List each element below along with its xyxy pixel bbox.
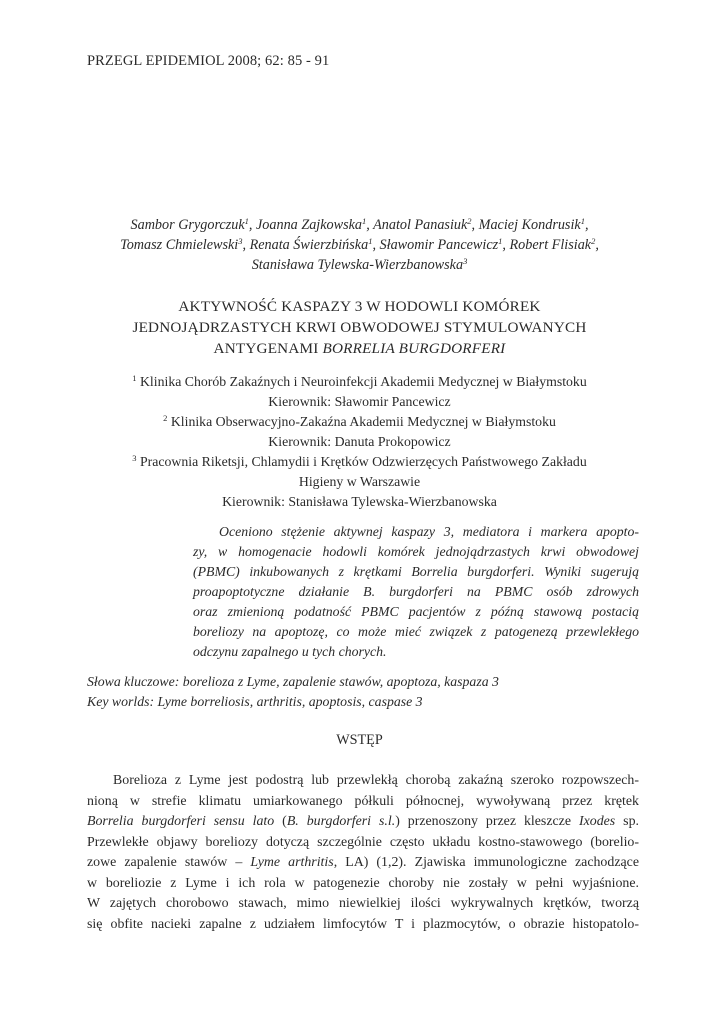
body-line [87,915,639,936]
abstract-line: odczynu zapalnego u tych chorych. [193,644,387,659]
body-text-run: Borelioza z Lyme jest podostrą lub przewlekłą chorobą zakaźną szeroko rozpowszech- [113,773,639,788]
body-line [87,874,639,895]
body-line [87,771,639,792]
affiliation-marker: 2 [591,236,596,246]
body-text-run: ( [274,814,287,829]
keywords [87,672,647,712]
author-text: , Joanna Zajkowska [248,217,363,233]
affiliation-marker: 2 [467,216,472,226]
keywords-polish: Słowa kluczowe: borelioza z Lyme, zapalenie stawów, apoptoza, kaspaza 3 [87,674,499,689]
affiliation-marker: 3 [463,256,468,266]
affiliation-number: 1 [132,373,137,383]
affiliation-text: Pracownia Riketsji, Chlamydii i Krętków Odzwierzęcych Państwowego Zakładu [139,454,587,469]
author-text: , Renata Świerzbińska [242,237,369,253]
author-text: Stanisława Tylewska-Wierzbanowska [251,257,464,273]
italic-term: Ixodes [578,814,616,829]
affiliations [60,372,659,512]
affiliation-text: Kierownik: Sławomir Pancewicz [268,394,451,409]
body-text-run: w boreliozie z Lyme i ich rola w patogenezie choroby nie zostały w pełni wyjaśnione. [87,875,639,891]
abstract-line: oraz zmienioną podatność PBMC pacjentów z późną stawową postacią [193,604,639,619]
author-line [60,255,659,275]
affiliation-marker: 1 [368,236,373,246]
author-text: , [584,217,589,233]
affiliation-line [60,412,659,432]
italic-term: Lyme arthritis [250,855,334,870]
affiliation-line [60,472,659,492]
italic-term: Borrelia burgdorferi sensu lato [87,814,275,829]
title-line-1: AKTYWNOŚĆ KASPAZY 3 W HODOWLI KOMÓREK [178,298,541,315]
author-text: , [595,237,599,253]
abstract [193,522,639,662]
affiliation-marker: 3 [238,236,243,246]
body-text-run: ) przenoszony przez kleszcze [395,814,579,829]
body-line [87,812,639,833]
italic-term: B. burgdorferi s.l. [286,814,396,829]
body-text-run: W zajętych chorobowo stawach, mimo niewielkiej ilości wykrywalnych krętków, tworzą [87,896,639,911]
body-line [87,853,639,874]
affiliation-line [60,452,659,472]
title-line-3-plain: ANTYGENAMI [213,340,323,357]
section-heading: WSTĘP [336,732,383,748]
author-line [60,235,659,255]
abstract-line: zy, w homogenacie hodowli komórek jednojądrzastych krwi obwodowej [193,544,639,559]
body-text-run: , LA) (1,2). Zjawiska immunologiczne zachodzące [333,855,639,870]
author-list [60,215,659,275]
affiliation-marker: 1 [580,216,585,226]
abstract-line: (PBMC) inkubowanych z krętkami Borrelia burgdorferi. Wyniki sugerują [193,564,639,579]
affiliation-marker: 1 [498,236,503,246]
affiliation-number: 2 [163,413,168,423]
author-text: , Robert Flisiak [502,237,592,253]
affiliation-line [60,392,659,412]
article-title [60,296,659,359]
author-text: , Sławomir Pancewicz [372,237,499,253]
intro-paragraph [87,771,639,935]
abstract-line: boreliozy na apoptozę, co może mieć związek z patogenezą przewlekłego [193,624,639,639]
affiliation-line [60,432,659,452]
affiliation-text: Klinika Chorób Zakaźnych i Neuroinfekcji Akademii Medycznej w Białymstoku [139,374,587,389]
affiliation-text: Klinika Obserwacyjno-Zakaźna Akademii Medycznej w Białymstoku [170,414,556,429]
journal-reference: PRZEGL EPIDEMIOL 2008; 62: 85 - 91 [87,53,330,69]
affiliation-text: Kierownik: Danuta Prokopowicz [268,434,451,449]
title-line-2: JEDNOJĄDRZASTYCH KRWI OBWODOWEJ STYMULOWANYCH [132,319,587,336]
author-text: Sambor Grygorczuk [130,217,245,233]
abstract-line: proapoptotyczne działanie B. burgdorferi na PBMC osób zdrowych [193,584,639,599]
author-line [60,215,659,235]
title-line-3-italic: BORRELIA BURGDORFERI [322,340,506,357]
title-line-3 [60,338,659,359]
affiliation-text: Kierownik: Stanisława Tylewska-Wierzbanowska [222,494,497,509]
abstract-line: Oceniono stężenie aktywnej kaspazy 3, mediatora i markera apopto- [219,524,639,539]
body-line [87,894,639,915]
body-text-run: nioną w strefie klimatu umiarkowanego półkuli północnej, wywoływaną przez krętek [87,793,639,809]
body-line [87,833,639,854]
affiliation-number: 3 [132,453,137,463]
author-text: Tomasz Chmielewski [120,237,239,253]
body-text-run: sp. [615,814,639,829]
author-text: , Maciej Kondrusik [471,217,581,233]
affiliation-text: Higieny w Warszawie [298,474,421,489]
body-text-run: Przewlekłe objawy boreliozy dotyczą szczególnie często układu kostno-stawowego (borelio- [87,834,639,850]
body-line [87,792,639,813]
affiliation-marker: 1 [244,216,249,226]
keywords-english: Key worlds: Lyme borreliosis, arthritis, apoptosis, caspase 3 [87,694,423,709]
author-text: , Anatol Panasiuk [366,217,468,233]
affiliation-line [60,372,659,392]
body-text-run: zowe zapalenie stawów – [87,855,251,870]
affiliation-line [60,492,659,512]
body-text-run: się obfite nacieki zapalne z udziałem limfocytów T i plazmocytów, o obrazie histopatolo- [87,916,639,932]
affiliation-marker: 1 [362,216,367,226]
